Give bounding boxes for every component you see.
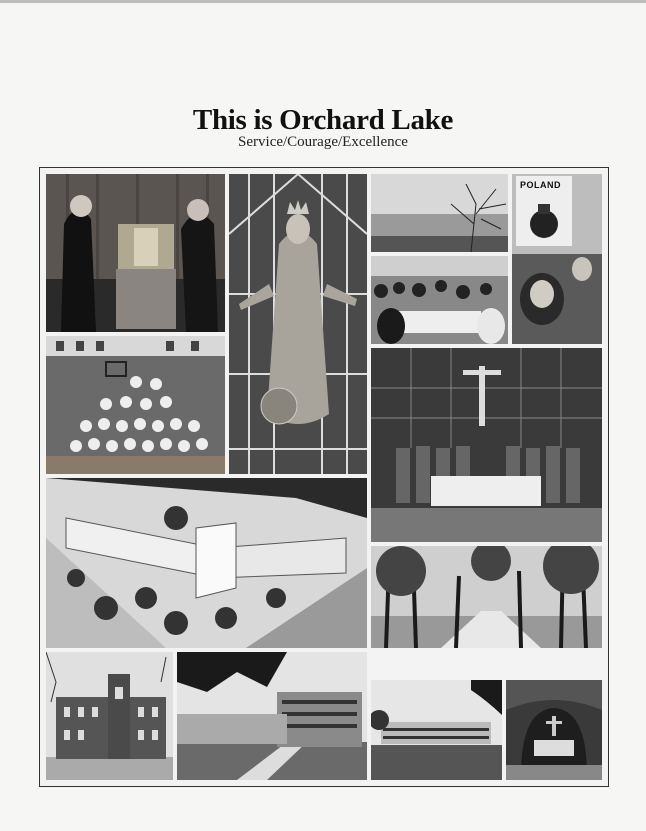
page-title: This is Orchard Lake bbox=[192, 104, 454, 136]
poster-title: POLAND bbox=[520, 180, 561, 190]
page-edge bbox=[0, 0, 646, 3]
photo-grotto-shrine bbox=[506, 680, 602, 780]
photo-modern-building bbox=[177, 652, 367, 780]
photo-gym-pyramid bbox=[46, 336, 225, 474]
photo-poland-poster bbox=[512, 174, 602, 344]
photo-collage bbox=[39, 167, 609, 787]
photo-lake-tree bbox=[371, 174, 508, 252]
photo-tree-lined-campus bbox=[371, 546, 602, 648]
photo-castle-building bbox=[46, 652, 173, 780]
photo-madonna-statue bbox=[229, 174, 367, 474]
photo-dining-hall bbox=[371, 256, 508, 344]
photo-priests-altar bbox=[46, 174, 225, 332]
photo-chapel-crucifix bbox=[371, 348, 602, 542]
photo-architecture-model bbox=[46, 478, 367, 648]
photo-low-campus-building bbox=[371, 680, 502, 780]
page-subtitle: Service/Courage/Excellence bbox=[238, 134, 408, 150]
